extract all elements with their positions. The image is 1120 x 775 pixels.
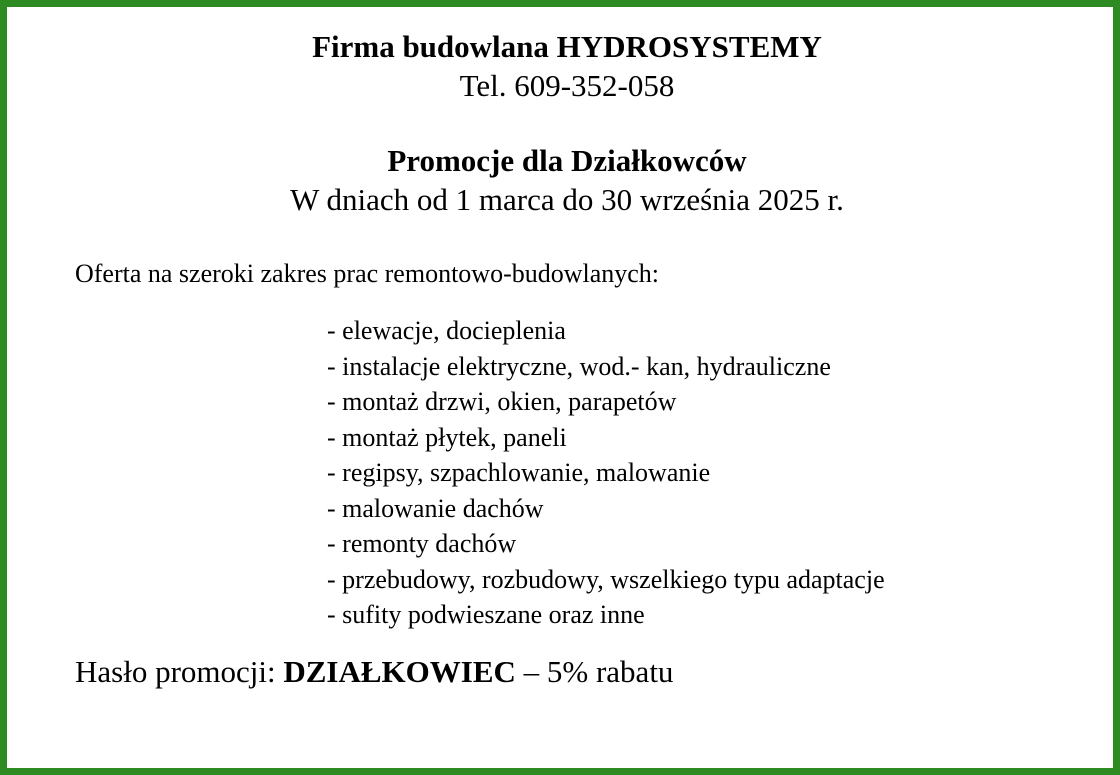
list-item: - elewacje, docieplenia bbox=[327, 316, 566, 345]
promotion-title: Promocje dla Działkowców bbox=[387, 143, 747, 178]
list-item: - montaż płytek, paneli bbox=[327, 422, 567, 452]
list-item: - regipsy, szpachlowanie, malowanie bbox=[327, 458, 711, 487]
slogan-code: DZIAŁKOWIEC bbox=[283, 654, 516, 689]
promotion-dates: W dniach od 1 marca do 30 września 2025 r. bbox=[290, 182, 844, 217]
offer-intro: Oferta na szeroki zakres prac remontowo-budowlanych: bbox=[75, 259, 660, 288]
promotion-slogan bbox=[75, 654, 673, 690]
services-list bbox=[327, 313, 885, 633]
slogan-label: Hasło promocji: bbox=[75, 654, 284, 689]
slogan-discount: – 5% rabatu bbox=[515, 654, 674, 689]
phone-number: Tel. 609-352-058 bbox=[459, 68, 675, 103]
list-item: - remonty dachów bbox=[327, 529, 517, 558]
list-item: - malowanie dachów bbox=[327, 493, 544, 523]
list-item: - instalacje elektryczne, wod.- kan, hydrauliczne bbox=[327, 351, 831, 381]
company-name: Firma budowlana HYDROSYSTEMY bbox=[312, 29, 822, 64]
list-item: - przebudowy, rozbudowy, wszelkiego typu adaptacje bbox=[327, 564, 885, 594]
list-item: - sufity podwieszane oraz inne bbox=[327, 600, 645, 629]
list-item: - montaż drzwi, okien, parapetów bbox=[327, 387, 677, 416]
